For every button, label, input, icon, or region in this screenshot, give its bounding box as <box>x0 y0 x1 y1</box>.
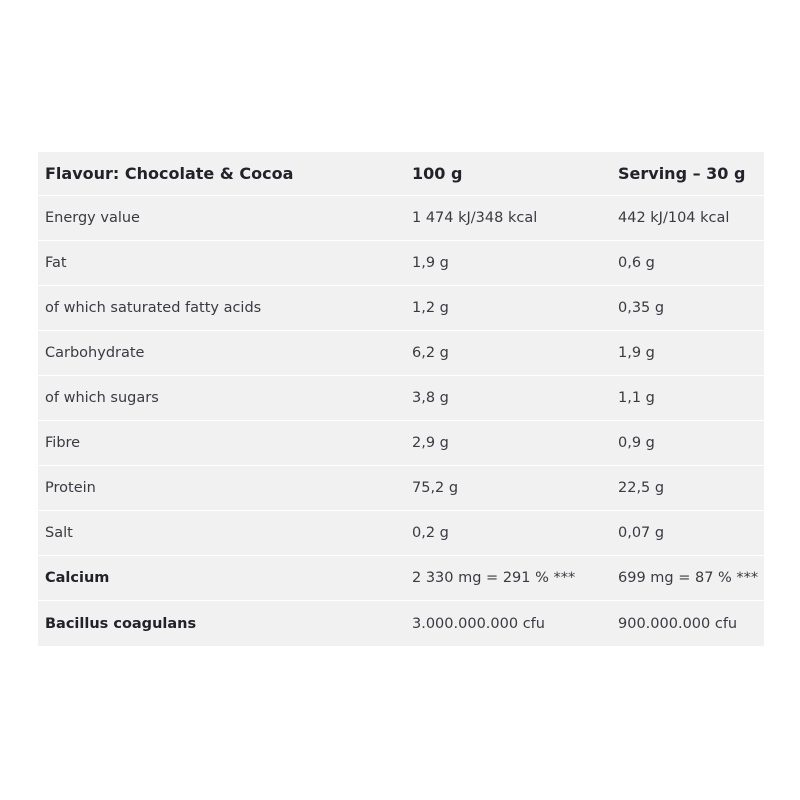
table-row <box>38 241 764 286</box>
value-per-100g: 1 474 kJ/348 kcal <box>412 210 538 226</box>
nutrient-name: Calcium <box>45 570 110 586</box>
value-per-serving: 22,5 g <box>618 480 665 496</box>
value-per-100g: 0,2 g <box>412 525 449 541</box>
value-per-100g: 3,8 g <box>412 390 449 406</box>
table-row <box>38 286 764 331</box>
value-per-100g: 6,2 g <box>412 345 449 361</box>
value-per-serving: 1,9 g <box>618 345 655 361</box>
nutrient-name: Protein <box>45 480 96 496</box>
nutrient-name: Carbohydrate <box>45 345 145 361</box>
table-row <box>38 601 764 646</box>
nutrient-name: Energy value <box>45 210 140 226</box>
table-row <box>38 466 764 511</box>
value-per-serving: 442 kJ/104 kcal <box>618 210 730 226</box>
nutrient-name: Salt <box>45 525 73 541</box>
nutrient-name: Fibre <box>45 435 81 451</box>
value-per-100g: 75,2 g <box>412 480 459 496</box>
value-per-serving: 0,07 g <box>618 525 665 541</box>
table-row <box>38 511 764 556</box>
table-row <box>38 376 764 421</box>
table-row <box>38 421 764 466</box>
value-per-serving: 1,1 g <box>618 390 655 406</box>
value-per-serving: 699 mg = 87 % *** <box>618 570 759 586</box>
nutrient-name: Fat <box>45 255 67 271</box>
table-row <box>38 556 764 601</box>
value-per-100g: 3.000.000.000 cfu <box>412 615 545 632</box>
value-per-serving: 0,35 g <box>618 300 665 316</box>
header-per-serving: Serving – 30 g <box>618 164 746 183</box>
nutrient-name: of which sugars <box>45 390 159 406</box>
table-header-row <box>38 152 764 196</box>
nutrient-name: of which saturated fatty acids <box>45 300 262 316</box>
value-per-serving: 900.000.000 cfu <box>618 615 738 632</box>
value-per-serving: 0,6 g <box>618 255 655 271</box>
value-per-100g: 1,2 g <box>412 300 449 316</box>
table-row <box>38 196 764 241</box>
header-per-100g: 100 g <box>412 164 463 183</box>
nutrient-name: Bacillus coagulans <box>45 615 197 632</box>
value-per-100g: 2 330 mg = 291 % *** <box>412 570 576 586</box>
header-flavour: Flavour: Chocolate & Cocoa <box>45 164 294 183</box>
value-per-100g: 1,9 g <box>412 255 449 271</box>
value-per-100g: 2,9 g <box>412 435 449 451</box>
value-per-serving: 0,9 g <box>618 435 655 451</box>
nutrition-table <box>38 152 764 646</box>
table-row <box>38 331 764 376</box>
